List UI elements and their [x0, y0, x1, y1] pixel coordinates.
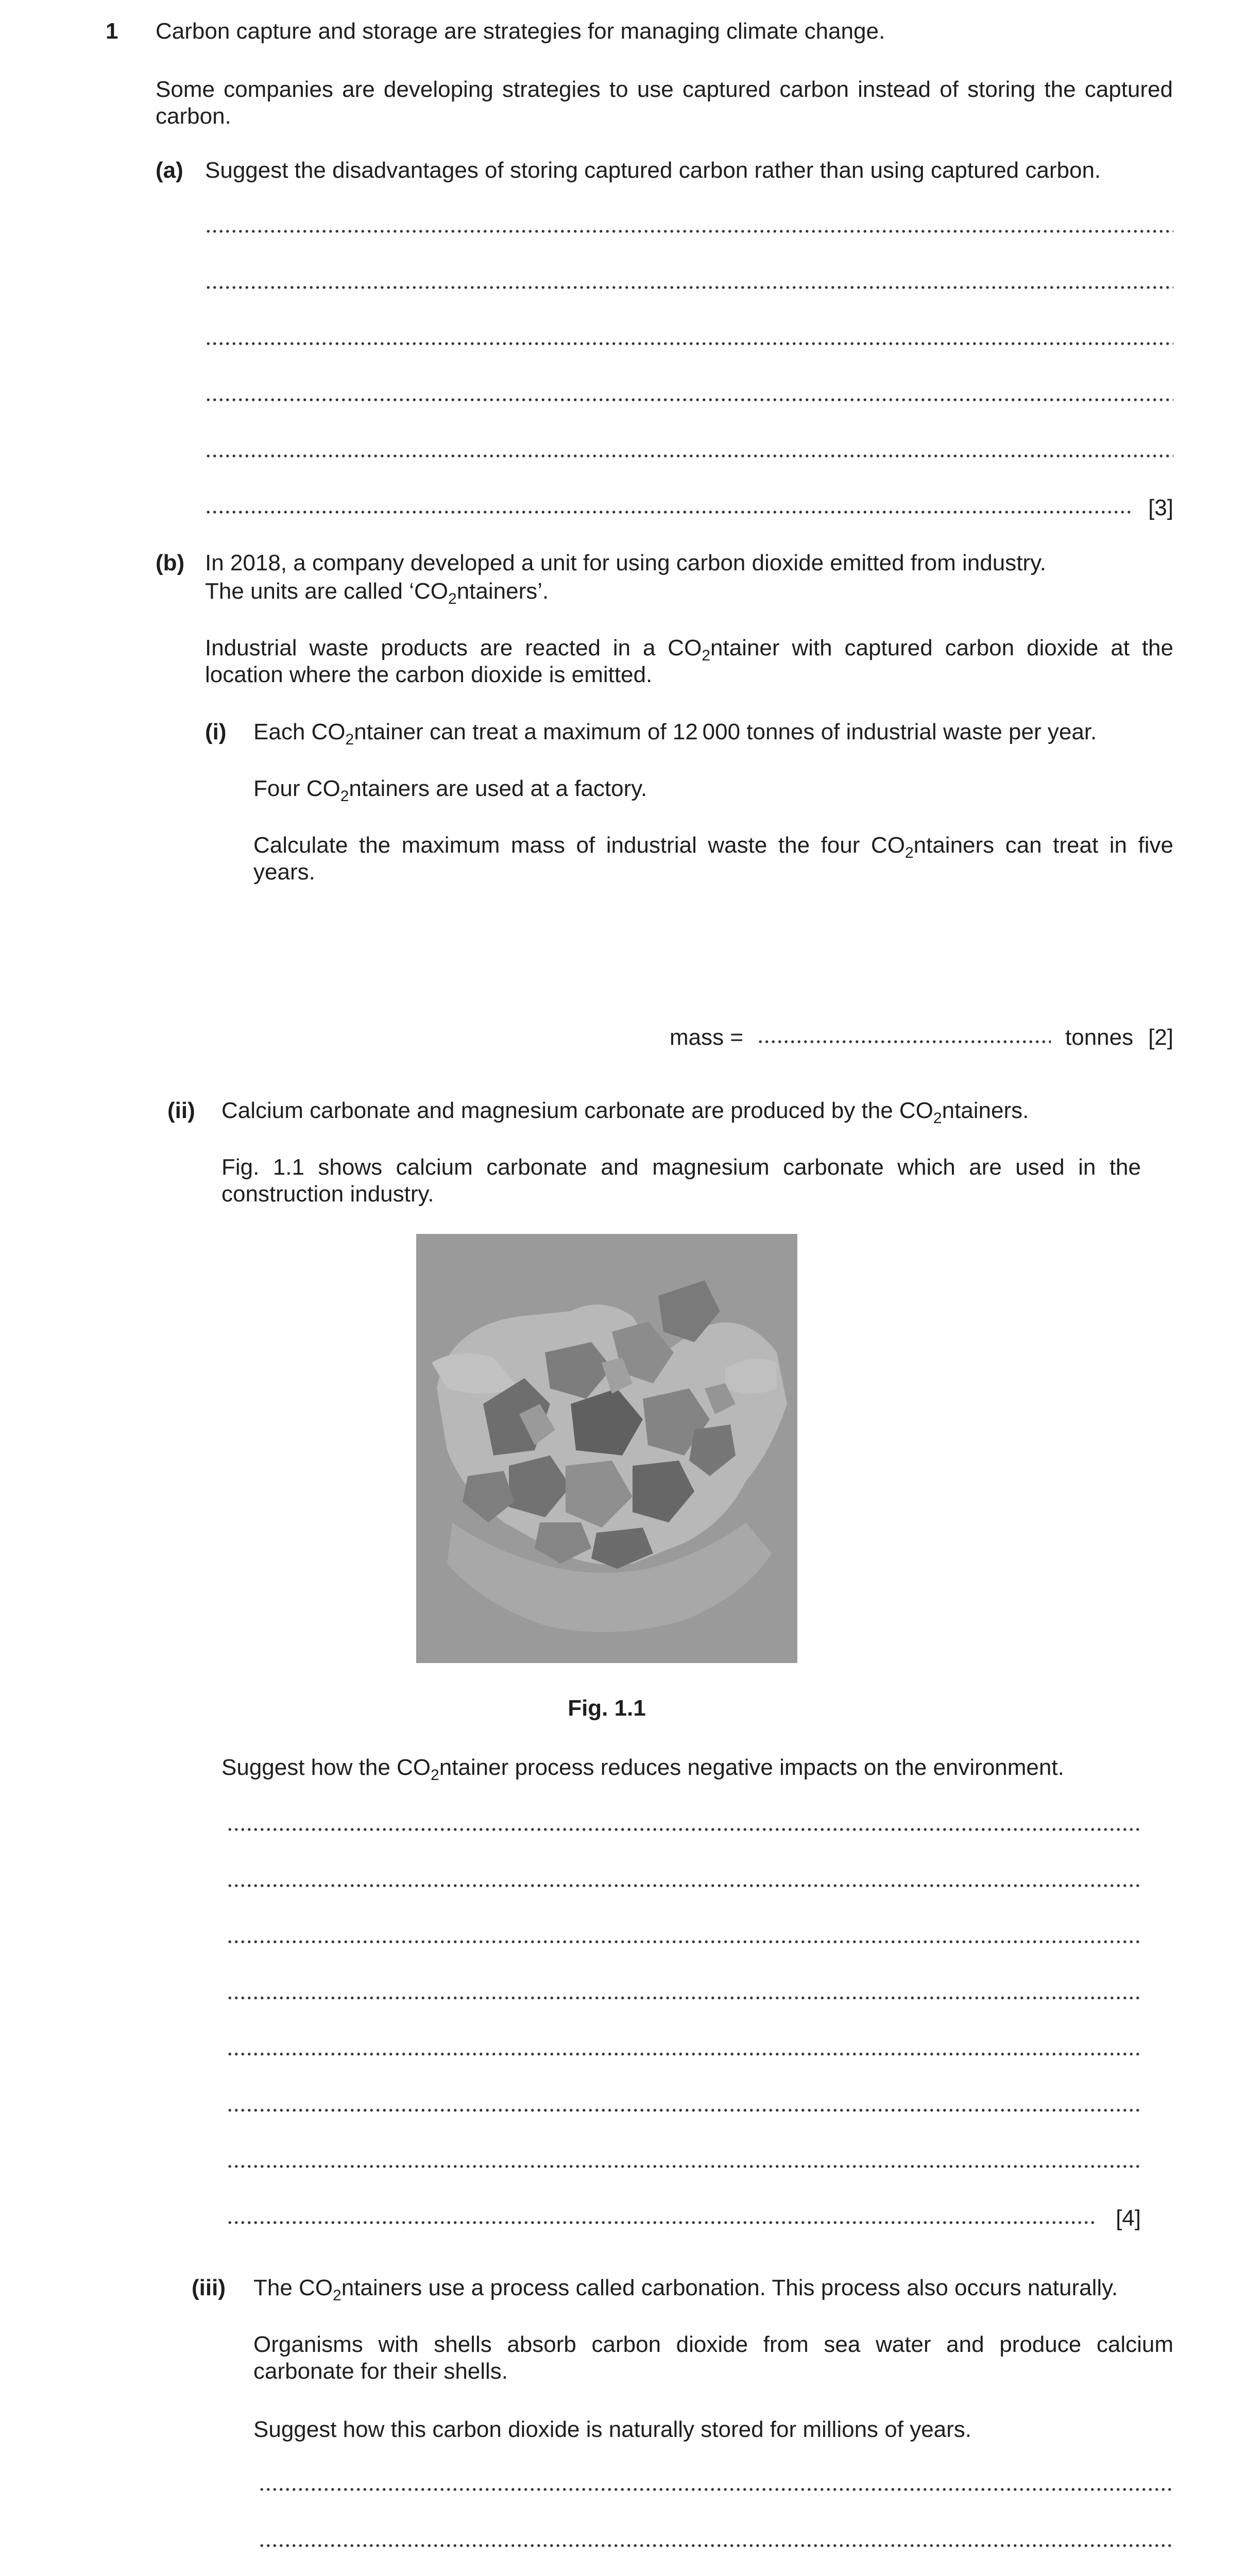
part-bi-text-1: Each $CO_2ntainer$ can treat a maximum of 12 000 tonnes of industrial waste per year.: [253, 719, 1097, 748]
intro-text-2: Some companies are developing strategies to use captured carbon instead of storing the captured carbon.: [156, 77, 1173, 129]
figure-caption: Fig. 1.1: [568, 1696, 646, 1721]
answer-line[interactable]: [227, 1883, 1141, 1889]
marks-bi: [2]: [1148, 1025, 1173, 1050]
part-a-label: (a): [156, 158, 183, 183]
marks-a: [3]: [1148, 495, 1173, 520]
part-bii-text-3: Suggest how the $CO_2ntainer$ process reduces negative impacts on the environment.: [221, 1755, 1064, 1784]
answer-line[interactable]: [227, 2163, 1141, 2170]
marks-bii: [4]: [1116, 2206, 1141, 2231]
answer-line[interactable]: [205, 284, 1173, 291]
answer-line[interactable]: [227, 1939, 1141, 1945]
answer-line[interactable]: [205, 397, 1173, 403]
answer-line[interactable]: [205, 509, 1132, 515]
question-number: 1: [106, 19, 118, 44]
answer-line[interactable]: [227, 1995, 1141, 2001]
part-biii-text-2: Organisms with shells absorb carbon dioxide from sea water and produce calcium carbonate for their shells.: [253, 2332, 1173, 2384]
part-b-label: (b): [156, 550, 185, 575]
intro-text-1: Carbon capture and storage are strategies for managing climate change.: [156, 19, 885, 44]
part-bi-text-3: Calculate the maximum mass of industrial waste the four $CO_2ntainers$ can treat in five years.: [253, 833, 1174, 885]
answer-line[interactable]: [259, 2543, 1173, 2549]
part-biii-text-1: The $CO_2ntainers$ use a process called carbonation. This process also occurs naturally.: [253, 2275, 1118, 2304]
part-a-question: Suggest the disadvantages of storing captured carbon rather than using captured carbon.: [205, 158, 1101, 183]
mass-unit: tonnes: [1065, 1025, 1134, 1050]
part-b-paragraph: Industrial waste products are reacted in a $CO_2ntainer$ with captured carbon dioxide at the location where the carbon dioxide is emitted.: [205, 635, 1173, 687]
part-biii-label: (iii): [192, 2275, 226, 2300]
part-bi-text-2: Four $CO_2ntainers$ are used at a factory.: [253, 776, 647, 805]
carbonate-rocks-photo: [416, 1234, 797, 1663]
answer-line[interactable]: [227, 2051, 1141, 2057]
part-b-line-1: In 2018, a company developed a unit for using carbon dioxide emitted from industry.: [205, 550, 1047, 575]
answer-line[interactable]: [205, 228, 1173, 234]
part-bii-text-1: Calcium carbonate and magnesium carbonate are produced by the $CO_2ntainers$.: [221, 1098, 1029, 1127]
mass-answer-label: mass =: [670, 1025, 744, 1050]
part-bii-label: (ii): [167, 1098, 195, 1123]
part-biii-text-3: Suggest how this carbon dioxide is naturally stored for millions of years.: [253, 2417, 972, 2442]
answer-line[interactable]: [227, 1826, 1141, 1833]
part-b-line-2: The units are called ‘$CO_2ntainers$’.: [205, 579, 549, 607]
answer-line[interactable]: [227, 2107, 1141, 2113]
answer-line[interactable]: [205, 453, 1173, 459]
part-bi-label: (i): [205, 719, 227, 744]
part-bii-text-2: Fig. 1.1 shows calcium carbonate and magnesium carbonate which are used in the construction industry.: [221, 1155, 1141, 1207]
answer-line[interactable]: [259, 2486, 1173, 2493]
answer-line[interactable]: [227, 2219, 1097, 2226]
mass-answer-line[interactable]: [757, 1039, 1051, 1045]
answer-line[interactable]: [205, 341, 1173, 347]
